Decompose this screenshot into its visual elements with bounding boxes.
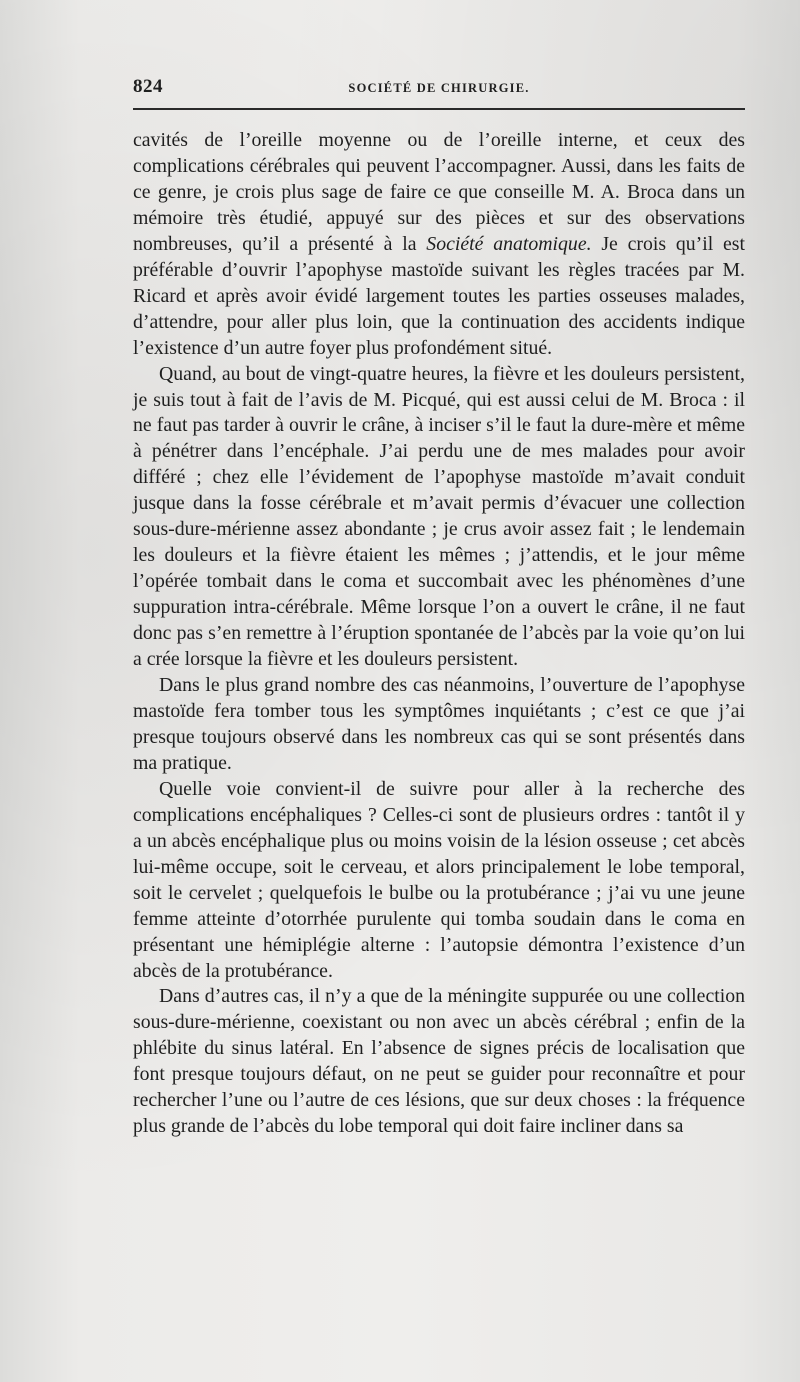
paragraph: Dans le plus grand nombre des cas néanmoins, l’ouverture de l’apophyse mastoïde fera tomber tous les symptômes inquiétants ; c’est ce que j’ai presque toujours observé dans les nombreux cas qui se sont présentés dans ma pratique. xyxy=(133,674,745,774)
page-number: 824 xyxy=(133,76,163,97)
paragraph-text: cavités de l’oreille moyenne ou de l’oreille interne, et ceux des complications cérébrales qui peuvent l’accompagner. Aussi, dans les faits de ce genre, je crois plus sage de faire ce que conseille M. A. Broca dans un mémoire très étudié, appuyé sur des pièces et sur des observations nombreuses, qu’il a présenté à la xyxy=(133,129,745,255)
paragraph: Quelle voie convient-il de suivre pour aller à la recherche des complications encéphaliques ? Celles-ci sont de plusieurs ordres : tantôt il y a un abcès encéphalique plus ou moins voisin de la lésion osseuse ; cet abcès lui-même occupe, soit le cerveau, et alors principalement le lobe temporal, soit le cervelet ; quelquefois le bulbe ou la protubérance ; j’ai vu une jeune femme atteinte d’otorrhée purulente qui tomba soudain dans le coma en présentant une hémiplégie alterne : l’autopsie démontra l’existence d’un abcès de la protubérance. xyxy=(133,777,745,982)
header-rule xyxy=(133,108,745,110)
italic-reference: Société anatomique. xyxy=(426,232,592,255)
running-title: SOCIÉTÉ DE CHIRURGIE. xyxy=(348,81,530,95)
paragraph: Quand, au bout de vingt-quatre heures, la fièvre et les douleurs persistent, je suis tout à fait de l’avis de M. Picqué, qui est aussi celui de M. Broca : il ne faut pas tarder à ouvrir le crâne, à inciser s’il le faut la dure-mère et même à pénétrer dans l’encéphale. J’ai perdu une de mes malades pour avoir différé ; chez elle l’évidement de l’apophyse mastoïde m’avait conduit jusque dans la fosse cérébrale et m’avait permis d’évacuer une collection sous-dure-mérienne assez abondante ; je crus avoir assez fait ; le lendemain les douleurs et la fièvre étaient les mêmes ; j’attendis, et le jour même l’opérée tombait dans le coma et succombait avec les phénomènes d’une suppuration intra-cérébrale. Même lorsque l’on a ouvert le crâne, il ne faut donc pas s’en remettre à l’éruption spontanée de l’abcès par la voie qu’on lui a crée lorsque la fièvre et les douleurs persistent. xyxy=(133,362,745,671)
paragraph: Dans d’autres cas, il n’y a que de la méningite suppurée ou une collection sous-dure-mérienne, coexistant ou non avec un abcès cérébral ; enfin de la phlébite du sinus latéral. En l’absence de signes précis de localisation que font presque toujours défaut, on ne peut se guider pour reconnaître et pour rechercher l’une ou l’autre de ces lésions, que sur deux choses : la fréquence plus grande de l’abcès du lobe temporal qui doit faire incliner dans sa xyxy=(133,985,745,1138)
body-text xyxy=(133,128,745,1140)
page-header xyxy=(133,74,745,104)
paragraph-text: Je crois qu’il est préférable d’ouvrir l’apophyse mastoïde suivant les règles tracées par M. Ricard et après avoir évidé largement toutes les parties osseuses malades, d’attendre, pour aller plus loin, que la continuation des accidents indique l’existence d’un autre foyer plus profondément situé. xyxy=(133,232,745,359)
paragraph xyxy=(133,128,745,362)
